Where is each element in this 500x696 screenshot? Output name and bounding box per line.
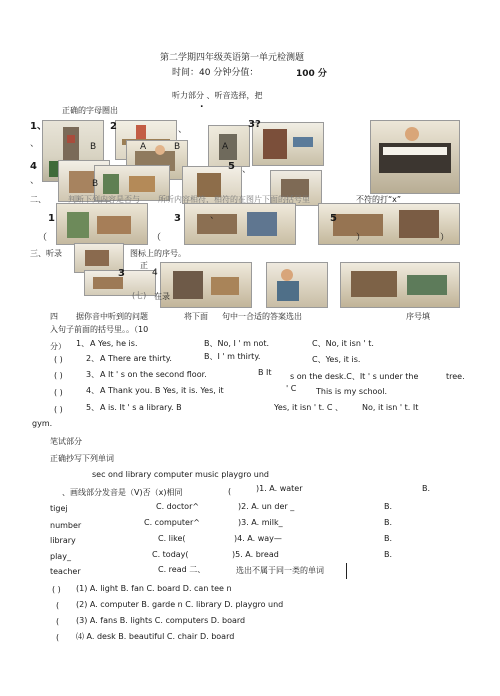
answer-4-option-a: A Thank you. B Yes, it is. Yes, it bbox=[100, 386, 224, 395]
page-title: 第二学期四年级英语第一单元检测题 bbox=[160, 53, 305, 63]
choice-2-text: (2) A. computer B. garde n C. library D. playgro und bbox=[76, 600, 284, 609]
answer-4-number: 4、 bbox=[86, 386, 100, 395]
q5-picture bbox=[370, 120, 460, 194]
section3-text: 图标上的序号。 bbox=[130, 249, 186, 258]
row-3-item: )4. A. way— bbox=[234, 534, 282, 543]
section2-number: 二、 bbox=[30, 195, 46, 204]
answer-5-option-b: Yes, it isn ' t. C 、 bbox=[274, 403, 343, 412]
s3-picture-a bbox=[74, 243, 124, 273]
answer-3-tail: tree. bbox=[446, 372, 465, 381]
answer-2-paren[interactable]: ( ) bbox=[54, 355, 63, 364]
q2-number: 2 bbox=[110, 121, 117, 132]
s3-label-zheng: 正 bbox=[140, 261, 148, 270]
choice-3-paren[interactable]: ( bbox=[56, 617, 60, 626]
s2-paren-1[interactable]: （ bbox=[38, 233, 48, 243]
q2-option-a[interactable]: A bbox=[140, 142, 147, 152]
q4-comma: 、 bbox=[30, 176, 40, 186]
s2-number-5: 5 bbox=[330, 213, 337, 224]
answer-1-number: 1、 bbox=[76, 339, 90, 348]
copy-heading: 正确抄写下列单词 bbox=[50, 454, 114, 463]
q5-comma: 、 bbox=[242, 165, 252, 175]
s2-paren-4[interactable]: ） bbox=[440, 233, 450, 243]
section4-score: 分） bbox=[50, 342, 66, 351]
q3-number: 3? bbox=[248, 119, 261, 130]
row-1-mid: C. doctor^ bbox=[156, 502, 200, 511]
q2-comma: 、 bbox=[178, 125, 188, 135]
answer-1-option-b: B、No, I ' m not. bbox=[204, 339, 270, 348]
row-5-mid: C. read 二、 bbox=[158, 565, 206, 574]
answer-3-number: 3、 bbox=[86, 370, 100, 379]
answer-2-number: 2、 bbox=[86, 354, 100, 363]
q4-number: 4 bbox=[30, 161, 37, 172]
s3-picture-d bbox=[340, 262, 460, 308]
s2-paren-3[interactable]: ） bbox=[356, 233, 366, 243]
s3-picture-b bbox=[160, 262, 252, 308]
answer-3-option-c: s on the desk.C、It ' s under the bbox=[290, 372, 419, 381]
row-4-word: play_ bbox=[50, 552, 71, 561]
phonics-paren[interactable]: ( bbox=[228, 487, 232, 496]
section4-text-b: 将下面 bbox=[184, 312, 208, 321]
answer-3-option-b: B It bbox=[258, 368, 272, 377]
choice-1-text: (1) A. light B. fan C. board D. can tee n bbox=[76, 584, 232, 593]
section3-heading: 三、听录 bbox=[30, 249, 62, 258]
q4-option-b[interactable]: B bbox=[92, 179, 99, 189]
choice-4-paren[interactable]: ( bbox=[56, 633, 60, 642]
answer-4-paren[interactable]: ( ) bbox=[54, 388, 63, 397]
written-heading: 笔试部分 bbox=[50, 437, 82, 446]
answer-2-option-a: A There are thirty. bbox=[100, 354, 172, 363]
section2-text-b: 所听内容相符，相符的在图片下面的括号里 bbox=[158, 195, 310, 204]
row-4-item: )5. A. bread bbox=[232, 550, 279, 559]
q5-number: 5 bbox=[228, 161, 235, 172]
choice-2-paren[interactable]: ( bbox=[56, 601, 60, 610]
answer-4-option-b: ' C bbox=[286, 384, 297, 393]
row-4-b: B. bbox=[384, 550, 393, 559]
q3-option-a[interactable]: A bbox=[222, 142, 229, 152]
row-1-item: )2. A. un der _ bbox=[238, 502, 295, 511]
answer-2-option-c: C、Yes, it is. bbox=[312, 355, 361, 364]
answer-1-option-a: A Yes, he is. bbox=[90, 339, 138, 348]
s2-comma: 、 bbox=[210, 211, 220, 221]
copy-words: sec ond library computer music playgro und bbox=[92, 470, 270, 479]
answer-5-number: 5、 bbox=[86, 403, 100, 412]
s2-paren-2[interactable]: （ bbox=[152, 233, 162, 243]
choice-3-text: (3) A. fans B. lights C. computers D. board bbox=[76, 616, 246, 625]
answer-5-option-c: No, it isn ' t. It bbox=[362, 403, 419, 412]
q1-comma: 、 bbox=[30, 139, 40, 149]
s3-picture-c bbox=[266, 262, 328, 308]
row-3-b: B. bbox=[384, 534, 393, 543]
row-2-item: )3. A. milk_ bbox=[238, 518, 283, 527]
answer-2-option-b: B、I ' m thirty. bbox=[204, 352, 261, 361]
answer-4-option-c: This is my school. bbox=[316, 387, 388, 396]
score-value: 100 分 bbox=[296, 69, 327, 79]
row-4-mid: C. today( bbox=[152, 550, 189, 559]
section2-text-c: 不符的打“x” bbox=[356, 195, 402, 204]
row-2-word: number bbox=[50, 521, 82, 530]
choice-1-paren[interactable]: ( ) bbox=[52, 585, 61, 594]
row-1-word: tigej bbox=[50, 504, 68, 513]
phonics-heading: 、画线部分发音是（V)否（x)相同 bbox=[62, 488, 183, 497]
row-2-mid: C. computer^ bbox=[144, 518, 200, 527]
listening-sub: 正确的字母圈出 bbox=[62, 106, 118, 115]
s2-picture-1 bbox=[56, 203, 148, 245]
time-line: 时间：40 分钟分值： bbox=[172, 68, 259, 78]
choice-4-text: ⑷ A. desk B. beautiful C. chair D. board bbox=[76, 632, 235, 641]
answer-3-option-a: A It ' s on the second floor. bbox=[100, 370, 207, 379]
row-1-b: B. bbox=[384, 502, 393, 511]
dot: . bbox=[200, 100, 204, 110]
row-3-mid: C. like( bbox=[158, 534, 186, 543]
q3-picture-b bbox=[252, 122, 324, 166]
answer-5-tail: gym. bbox=[32, 419, 53, 428]
phonics-item-1: )1. A. water bbox=[256, 484, 303, 493]
section4-text-a: 据你音中听到的问题 bbox=[76, 312, 148, 321]
s3-label-seven: (七) bbox=[132, 291, 147, 300]
s2-number-1: 1 bbox=[48, 213, 55, 224]
s3-number-3: 3 bbox=[118, 268, 125, 279]
row-5-word: teacher bbox=[50, 567, 81, 576]
answer-3-paren[interactable]: ( ) bbox=[54, 371, 63, 380]
section4-number: 四 bbox=[50, 312, 58, 321]
section2-text-a: 判断下列内容是否与 bbox=[68, 195, 140, 204]
phonics-item-1-b: B. bbox=[422, 484, 431, 493]
row-2-b: B. bbox=[384, 518, 393, 527]
row-3-word: library bbox=[50, 536, 76, 545]
divider-line bbox=[346, 563, 347, 579]
s3-label-record: 在录 bbox=[154, 292, 170, 301]
q2-option-b[interactable]: B bbox=[174, 142, 181, 152]
q1-number: 1、 bbox=[30, 121, 47, 132]
section4-text-d: 序号填 bbox=[406, 312, 430, 321]
s2-picture-5 bbox=[318, 203, 460, 245]
s2-picture-3 bbox=[184, 203, 296, 245]
answer-1-option-c: C、No, it isn ' t. bbox=[312, 339, 374, 348]
odd-one-out-heading: 选出不属于同一类的单词 bbox=[236, 566, 324, 575]
answer-5-option-a: A is. It ' s a library. B bbox=[100, 403, 182, 412]
s2-number-3: 3 bbox=[174, 213, 181, 224]
listening-heading: 听力部分 、听音选择，把 bbox=[172, 91, 263, 100]
section4-text-c: 句中一合适的答案选出 bbox=[222, 312, 302, 321]
s3-number-4: 4 bbox=[152, 268, 158, 278]
q1-option-b[interactable]: B bbox=[90, 142, 97, 152]
answer-5-paren[interactable]: ( ) bbox=[54, 405, 63, 414]
section4-text-e: 入句子前面的括号里。。（10 bbox=[50, 325, 149, 334]
